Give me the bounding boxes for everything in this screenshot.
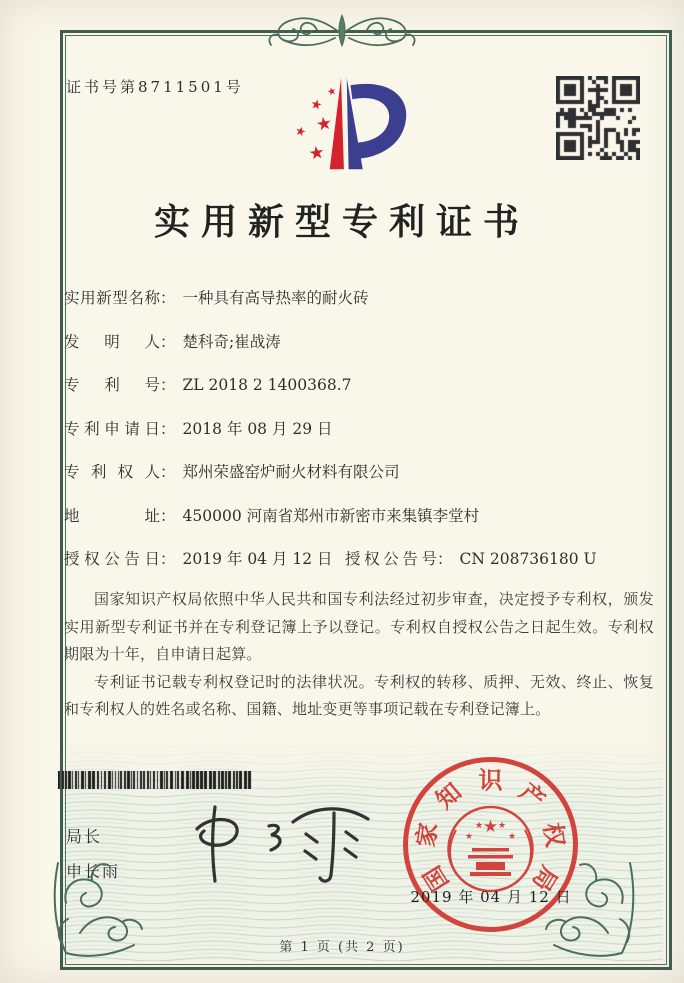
field-row-address: 地址： 450000 河南省郑州市新密市来集镇李堂村 bbox=[64, 504, 656, 524]
field-label: 专利权人 bbox=[64, 463, 160, 481]
certificate-number: 证书号第8711501号 bbox=[66, 78, 244, 96]
grant-date-value: 2019 年 04 月 12 日 bbox=[182, 550, 333, 568]
svg-text:★: ★ bbox=[482, 817, 499, 837]
field-value: 楚科奇;崔战涛 bbox=[182, 332, 281, 351]
field-row-filing-date: 专利申请日： 2018 年 08 月 29 日 bbox=[64, 417, 656, 437]
grant-publication-no: 授权公告号： CN 208736180 U bbox=[345, 547, 597, 569]
field-value: 450000 河南省郑州市新密市来集镇李堂村 bbox=[182, 506, 480, 525]
certificate-body-text bbox=[64, 586, 654, 724]
qr-code bbox=[556, 76, 640, 160]
svg-text:家: 家 bbox=[410, 820, 443, 849]
svg-text:知: 知 bbox=[429, 776, 468, 815]
field-label: 发明人 bbox=[64, 332, 160, 351]
field-label: 地址 bbox=[64, 506, 160, 525]
field-value: 郑州荣盛窑炉耐火材料有限公司 bbox=[182, 463, 400, 481]
field-label: 授权公告日 bbox=[64, 550, 160, 568]
cnipa-red-seal bbox=[398, 752, 583, 937]
seal-date: 2019 年 04 月 12 日 bbox=[410, 888, 572, 906]
certificate-title: 实用新型专利证书 bbox=[153, 201, 530, 243]
signer-block bbox=[66, 824, 120, 894]
barcode bbox=[58, 771, 253, 789]
field-value: ZL 2018 2 1400368.7 bbox=[182, 376, 352, 394]
field-label: 授权公告号 bbox=[345, 550, 437, 568]
svg-text:★: ★ bbox=[507, 832, 517, 842]
svg-text:★: ★ bbox=[293, 123, 308, 140]
svg-text:★: ★ bbox=[325, 84, 338, 99]
field-label: 专利申请日 bbox=[64, 419, 160, 438]
svg-text:★: ★ bbox=[474, 821, 484, 831]
body-paragraph-1: 国家知识产权局依照中华人民共和国专利法经过初步审查，决定授予专利权，颁发实用新型专利证书并在专利登记簿上予以登记。专利权自授权公告之日起生效。专利权期限为十年，自申请日起算。 bbox=[64, 590, 654, 663]
handwritten-signature bbox=[185, 795, 390, 890]
field-row-grant: 授权公告日： 2019 年 04 月 12 日 授权公告号： CN 208736180 U bbox=[64, 547, 656, 567]
signer-title: 局长 bbox=[66, 827, 103, 846]
field-row-name: 实用新型名称： 一种具有高导热率的耐火砖 bbox=[64, 286, 656, 306]
certificate-fields bbox=[64, 286, 656, 591]
svg-text:★: ★ bbox=[464, 832, 474, 842]
svg-text:★: ★ bbox=[497, 821, 507, 831]
svg-text:★: ★ bbox=[308, 96, 324, 114]
svg-text:局: 局 bbox=[526, 860, 564, 897]
page-number-footer: 第 1 页 (共 2 页) bbox=[279, 940, 405, 955]
field-label: 专利号 bbox=[64, 376, 160, 394]
field-value: 2018 年 08 月 29 日 bbox=[182, 419, 333, 438]
top-flourish-ornament bbox=[265, 5, 419, 59]
field-row-inventor: 发明人： 楚科奇;崔战涛 bbox=[64, 330, 656, 350]
svg-text:权: 权 bbox=[538, 820, 571, 849]
cnipa-logo-icon bbox=[276, 68, 408, 178]
field-row-patent-no: 专利号： ZL 2018 2 1400368.7 bbox=[64, 373, 656, 393]
grant-no-value: CN 208736180 U bbox=[459, 550, 597, 568]
svg-text:★: ★ bbox=[314, 112, 334, 136]
svg-text:★: ★ bbox=[307, 141, 327, 165]
field-label: 实用新型名称 bbox=[64, 289, 160, 307]
svg-text:识: 识 bbox=[478, 765, 503, 795]
svg-text:产: 产 bbox=[513, 776, 552, 815]
signer-name: 申长雨 bbox=[66, 862, 121, 881]
body-paragraph-2: 专利证书记载专利权登记时的法律状况。专利权的转移、质押、无效、终止、恢复和专利权人的姓名或名称、国籍、地址变更等事项记载在专利登记簿上。 bbox=[64, 672, 654, 718]
field-row-patentee: 专利权人： 郑州荣盛窑炉耐火材料有限公司 bbox=[64, 460, 656, 480]
svg-text:国: 国 bbox=[417, 860, 455, 897]
field-value: 一种具有高导热率的耐火砖 bbox=[182, 289, 369, 307]
